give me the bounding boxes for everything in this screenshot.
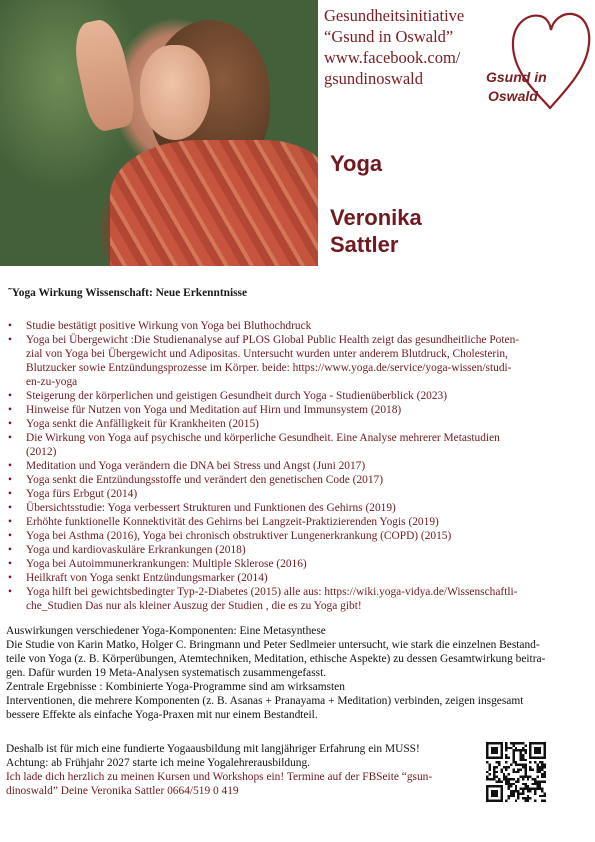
metasynthesis-line: gen. Dafür wurden 19 Meta-Analysen systematisch zusammengefasst. (6, 667, 327, 679)
study-list-item (6, 571, 586, 585)
study-text: zial von Yoga bei Übergewicht und Adipositas. Untersucht wurden unter anderem Blutdruck, Cholesterin, (26, 348, 508, 360)
study-list-item (6, 389, 586, 403)
metasynthesis-line: Auswirkungen verschiedener Yoga-Komponenten: Eine Metasynthese (6, 625, 326, 637)
facebook-url: www.facebook.com/ (324, 48, 461, 67)
study-list-item (6, 473, 586, 487)
logo-text-line: Gsund in (486, 69, 547, 85)
study-list-item (6, 431, 586, 459)
study-list-item (6, 319, 586, 333)
study-list-item (6, 459, 586, 473)
study-list-item (6, 515, 586, 529)
title-name-last: Sattler (330, 232, 399, 257)
metasynthesis-line: teile von Yoga (z. B. Körperübungen, Atemtechniken, Meditation, ethische Aspekte) zu dessen Gesamtwirkung beitra- (6, 653, 546, 665)
title-subject: Yoga (330, 151, 383, 176)
portrait-photo (0, 0, 318, 266)
study-text: (2012) (26, 446, 57, 458)
study-text: • Übersichtsstudie: Yoga verbessert Strukturen und Funktionen des Gehirns (2019) (26, 502, 396, 514)
metasynthesis-line: Interventionen, die mehrere Komponenten (z. B. Asanas + Pranayama + Meditation) verbinden, zeigen insgesamt (6, 695, 524, 707)
flyer-title (330, 150, 422, 258)
study-list-item (6, 501, 586, 515)
study-text: • Yoga bei Autoimmunerkrankungen: Multiple Sklerose (2016) (26, 558, 307, 570)
photo-hand (69, 16, 139, 134)
photo-face (140, 45, 210, 140)
study-text: • Yoga fürs Erbgut (2014) (26, 488, 138, 500)
study-list-item (6, 529, 586, 543)
invitation-line: dinoswald” Deine Veronika Sattler 0664/519 0 419 (6, 785, 239, 797)
study-text: • Yoga senkt die Anfälligkeit für Krankheiten (2015) (26, 418, 259, 430)
metasynthesis-line: bessere Effekte als einfache Yoga-Praxen mit nur einem Bestandteil. (6, 709, 318, 721)
photo-shawl (110, 140, 318, 266)
header-line: “Gsund in Oswald” (324, 27, 454, 46)
study-list-item (6, 417, 586, 431)
qr-code-icon[interactable] (486, 742, 546, 802)
study-text: • Die Wirkung von Yoga auf psychische und körperliche Gesundheit. Eine Analyse mehrerer Metastudien (26, 432, 500, 444)
logo-text-line: Oswald (488, 88, 538, 104)
section-heading: ˜Yoga Wirkung Wissenschaft: Neue Erkenntnisse (8, 287, 248, 299)
header-line: Gesundheitsinitiative (324, 6, 465, 25)
study-list (6, 319, 586, 613)
main-content (6, 286, 586, 798)
metasynthesis-line: Die Studie von Karin Matko, Holger C. Bringmann und Peter Sedlmeier untersucht, wie stark die einzelnen Bestand- (6, 639, 540, 651)
study-text: • Yoga bei Übergewicht :Die Studienanalyse auf PLOS Global Public Health zeigt das gesundheitliche Poten- (26, 334, 520, 346)
study-list-item (6, 403, 586, 417)
closing-line: Deshalb ist für mich eine fundierte Yogaausbildung mit langjähriger Erfahrung ein MUSS! (6, 743, 420, 755)
study-list-item (6, 585, 586, 613)
study-list-item (6, 333, 586, 389)
study-list-item (6, 557, 586, 571)
study-text: en-zu-yoga (26, 376, 78, 388)
study-text: Blutzucker sowie Entzündungsprozesse im Körper. beide: https://www.yoga.de/service/yoga-wissen/studi- (26, 362, 512, 374)
logo-text (486, 68, 586, 106)
metasynthesis-line: Zentrale Ergebnisse : Kombinierte Yoga-Programme sind am wirksamsten (6, 681, 345, 693)
study-text: • Heilkraft von Yoga senkt Entzündungsmarker (2014) (26, 572, 268, 584)
invitation-line: Ich lade dich herzlich zu meinen Kursen und Workshops ein! Termine auf der FBSeite “gsun- (6, 771, 433, 783)
study-text: • Yoga hilft bei gewichtsbedingter Typ-2-Diabetes (2015) alle aus: https://wiki.yoga-vidya.de/Wissenschaftli- (26, 586, 518, 598)
study-text: • Meditation und Yoga verändern die DNA bei Stress und Angst (Juni 2017) (26, 460, 366, 472)
study-text: • Yoga bei Asthma (2016), Yoga bei chronisch obstruktiver Lungenerkrankung (COPD) (2015) (26, 530, 452, 542)
study-text: • Yoga und kardiovaskuläre Erkrankungen (2018) (26, 544, 246, 556)
study-text: • Studie bestätigt positive Wirkung von Yoga bei Bluthochdruck (26, 320, 312, 332)
study-text: • Hinweise für Nutzen von Yoga und Meditation auf Hirn und Immunsystem (2018) (26, 404, 402, 416)
study-list-item (6, 543, 586, 557)
title-name-first: Veronika (330, 205, 422, 230)
study-text: • Steigerung der körperlichen und geistigen Gesundheit durch Yoga - Studienüberblick (2023) (26, 390, 448, 402)
facebook-handle: gsundinoswald (324, 69, 423, 88)
closing-line: Achtung: ab Frühjahr 2027 starte ich meine Yogalehrerausbildung. (6, 757, 311, 769)
study-list-item (6, 487, 586, 501)
metasynthesis-section (6, 624, 586, 722)
study-text: • Erhöhte funktionelle Konnektivität des Gehirns bei Langzeit-Praktizierenden Yogis (2019) (26, 516, 439, 528)
study-text: che_Studien Das nur als kleiner Auszug der Studien , die es zu Yoga gibt! (26, 600, 362, 612)
study-text: • Yoga senkt die Entzündungsstoffe und verändert den genetischen Code (2017) (26, 474, 384, 486)
initiative-header (324, 5, 504, 89)
